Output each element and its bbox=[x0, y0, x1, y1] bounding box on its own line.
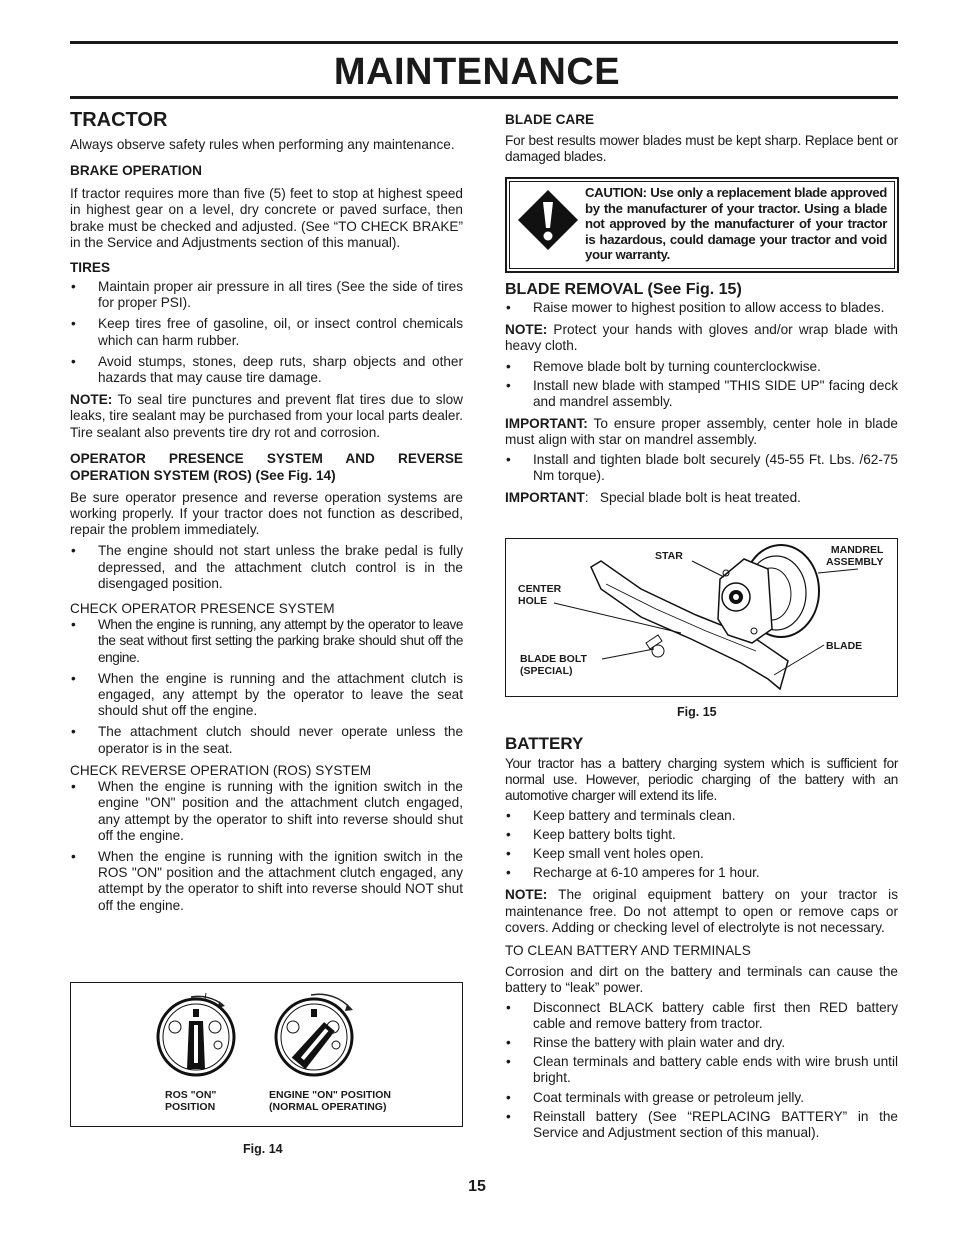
important-text: : Special blade bolt is heat treated. bbox=[584, 490, 801, 506]
important-label: IMPORTANT bbox=[505, 490, 585, 506]
label-blade: BLADE bbox=[826, 640, 863, 652]
caution-box bbox=[505, 177, 899, 273]
blade-removal-important-2 bbox=[505, 490, 898, 506]
list-item: • Keep battery bolts tight. bbox=[505, 827, 898, 843]
tires-note bbox=[70, 392, 463, 441]
list-item: • Keep tires free of gasoline, oil, or insect control chemicals which can harm rubber. bbox=[70, 316, 463, 348]
check-ros-heading: CHECK REVERSE OPERATION (ROS) SYSTEM bbox=[70, 762, 372, 778]
check-ops-list bbox=[70, 617, 463, 757]
header-bottom-rule bbox=[70, 96, 898, 99]
label-mandrel-assembly: MANDREL ASSEMBLY bbox=[826, 544, 884, 568]
ops-list bbox=[70, 543, 463, 592]
right-column-battery bbox=[505, 734, 898, 1141]
ops-text: Be sure operator presence and reverse operation systems are working properly. If your tractor does not function as described, repair the problem immediately. bbox=[70, 489, 463, 538]
battery-heading: BATTERY bbox=[505, 734, 584, 753]
list-item: • Keep battery and terminals clean. bbox=[505, 808, 898, 824]
clean-battery-heading: TO CLEAN BATTERY AND TERMINALS bbox=[505, 943, 751, 959]
battery-note bbox=[505, 887, 898, 936]
warning-icon bbox=[516, 188, 580, 252]
left-column bbox=[70, 108, 463, 914]
note-text: The original equipment battery on your tractor is maintenance free. Do not attempt to open or remove caps or covers. Adding or checking level of electrolyte is not necessary. bbox=[505, 887, 898, 935]
tires-list bbox=[70, 279, 463, 386]
clean-battery-text: Corrosion and dirt on the battery and terminals can cause the battery to “leak” power. bbox=[505, 964, 898, 996]
list-item: • Coat terminals with grease or petroleum jelly. bbox=[505, 1090, 898, 1106]
ignition-switch-engine-illustration bbox=[269, 987, 389, 1087]
blade-removal-list-2 bbox=[505, 359, 898, 411]
list-item: • When the engine is running and the attachment clutch is engaged, any attempt by the operator to leave the seat should shut off the engine. bbox=[70, 671, 463, 720]
check-ops-heading: CHECK OPERATOR PRESENCE SYSTEM bbox=[70, 601, 335, 617]
brake-text: If tractor requires more than five (5) feet to stop at highest speed in highest gear on a level, dry concrete or paved surface, then brake must be checked and adjusted. (See “TO CHECK BRAKE” in the Service and Adjustments section of this manual). bbox=[70, 186, 463, 250]
list-item: • Maintain proper air pressure in all tires (See the side of tires for proper PSI). bbox=[70, 279, 463, 311]
label-center-hole: CENTER HOLE bbox=[518, 583, 562, 607]
figure-15 bbox=[505, 538, 898, 697]
blade-removal-list-1 bbox=[505, 300, 898, 316]
list-item: • Clean terminals and battery cable ends with wire brush until bright. bbox=[505, 1054, 898, 1086]
list-item: • Disconnect BLACK battery cable first then RED battery cable and remove battery from tractor. bbox=[505, 1000, 898, 1032]
list-item: • Rinse the battery with plain water and dry. bbox=[505, 1035, 898, 1051]
blade-care-heading: BLADE CARE bbox=[505, 112, 595, 127]
list-item: • Keep small vent holes open. bbox=[505, 846, 898, 862]
ignition-switch-ros-illustration bbox=[151, 987, 271, 1087]
list-item: • The engine should not start unless the brake pedal is fully depressed, and the attachment clutch control is in the disengaged position. bbox=[70, 543, 463, 592]
label-ros-on-position: ROS "ON" POSITION bbox=[165, 1089, 217, 1113]
list-item: • Remove blade bolt by turning counterclockwise. bbox=[505, 359, 898, 375]
section-title-tractor: TRACTOR bbox=[70, 109, 168, 131]
blade-removal-important-1 bbox=[505, 416, 898, 448]
list-item: • When the engine is running with the ignition switch in the engine "ON" position and the attachment clutch engaged, any attempt by the operator to shift into reverse should shut off the engine. bbox=[70, 779, 463, 844]
note-label: NOTE: bbox=[505, 887, 548, 903]
list-item: • Install and tighten blade bolt securely (45-55 Ft. Lbs. /62-75 Nm torque). bbox=[505, 452, 898, 484]
figure-15-caption: Fig. 15 bbox=[677, 705, 717, 719]
important-label: IMPORTANT: bbox=[505, 416, 588, 432]
note-label: NOTE: bbox=[70, 392, 113, 408]
list-item: • When the engine is running with the ignition switch in the ROS "ON" position and the attachment clutch engaged, any attempt by the operator to shift into reverse should NOT shut off the engine. bbox=[70, 849, 463, 914]
brake-heading: BRAKE OPERATION bbox=[70, 163, 202, 179]
note-text: To seal tire punctures and prevent flat tires due to slow leaks, tire sealant may be purchased from your local parts dealer. Tire sealant also prevents tire dry rot and corrosion. bbox=[70, 392, 463, 440]
right-column-top bbox=[505, 111, 898, 165]
list-item: • Install new blade with stamped "THIS SIDE UP" facing deck and mandrel assembly. bbox=[505, 378, 898, 410]
page-title: MAINTENANCE bbox=[333, 51, 621, 93]
note-label: NOTE: bbox=[505, 322, 548, 338]
right-column-middle bbox=[505, 280, 898, 506]
list-item: • The attachment clutch should never operate unless the operator is in the seat. bbox=[70, 724, 463, 756]
battery-list bbox=[505, 808, 898, 882]
label-engine-on-position: ENGINE "ON" POSITION (NORMAL OPERATING) bbox=[269, 1089, 391, 1113]
important-text: To ensure proper assembly, center hole in blade must align with star on mandrel assembly. bbox=[505, 416, 898, 448]
blade-removal-heading: BLADE REMOVAL (See Fig. 15) bbox=[505, 281, 742, 298]
page-number: 15 bbox=[468, 1178, 486, 1195]
list-item: • Recharge at 6-10 amperes for 1 hour. bbox=[505, 865, 898, 881]
list-item: • Reinstall battery (See “REPLACING BATTERY” in the Service and Adjustment section of this manual). bbox=[505, 1109, 898, 1141]
figure-14-caption: Fig. 14 bbox=[243, 1142, 283, 1156]
blade-removal-list-3 bbox=[505, 452, 898, 484]
tractor-intro: Always observe safety rules when performing any maintenance. bbox=[70, 137, 455, 152]
caution-text: CAUTION: Use only a replacement blade approved by the manufacturer of your tractor. Using a blade not approved by the manufacturer of your tractor is hazardous, could damage your tractor and void your warranty. bbox=[585, 185, 887, 263]
tires-heading: TIRES bbox=[70, 260, 111, 276]
figure-14 bbox=[70, 982, 463, 1127]
label-blade-bolt: BLADE BOLT (SPECIAL) bbox=[520, 653, 587, 677]
ops-heading: OPERATOR PRESENCE SYSTEM AND REVERSE OPERATION SYSTEM (ROS) (See Fig. 14) bbox=[70, 450, 463, 483]
battery-text: Your tractor has a battery charging system which is sufficient for normal use. However, periodic charging of the battery with an automotive charger will extend its life. bbox=[505, 756, 898, 804]
clean-battery-list bbox=[505, 1000, 898, 1142]
blade-care-text: For best results mower blades must be kept sharp. Replace bent or damaged blades. bbox=[505, 133, 898, 165]
note-text: Protect your hands with gloves and/or wrap blade with heavy cloth. bbox=[505, 322, 898, 354]
label-star: STAR bbox=[655, 550, 683, 562]
list-item: • When the engine is running, any attempt by the operator to leave the seat without first setting the parking brake should shut off the engine. bbox=[70, 617, 463, 666]
check-ros-list bbox=[70, 779, 463, 914]
list-item: • Raise mower to highest position to allow access to blades. bbox=[505, 300, 898, 316]
list-item: • Avoid stumps, stones, deep ruts, sharp objects and other hazards that may cause tire damage. bbox=[70, 354, 463, 386]
blade-removal-note bbox=[505, 322, 898, 354]
header-top-rule bbox=[70, 41, 898, 44]
